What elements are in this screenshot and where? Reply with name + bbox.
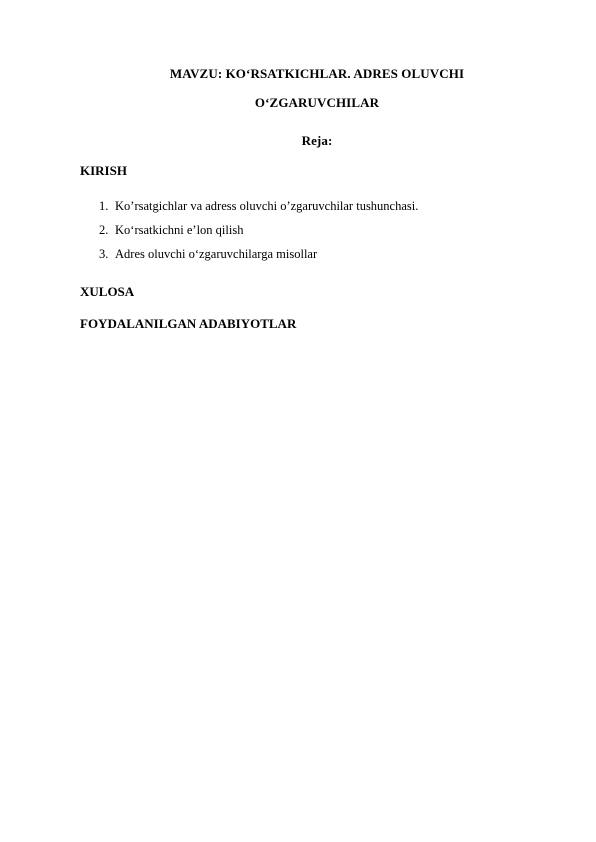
- plan-heading: Reja:: [301, 133, 333, 148]
- list-item: [99, 246, 418, 262]
- list-item-text: Adres oluvchi o‘zgaruvchilarga misollar: [115, 247, 318, 261]
- document-title-line-2: O‘ZGARUVCHILAR: [254, 95, 380, 110]
- section-conclusion: XULOSA: [80, 284, 135, 299]
- plan-list: [99, 198, 418, 270]
- document-title-line-1: MAVZU: KO‘RSATKICHLAR. ADRES OLUVCHI: [169, 66, 465, 81]
- list-item: [99, 198, 418, 214]
- list-item-text: Ko‘rsatkichni e’lon qilish: [115, 223, 244, 237]
- list-item-number: 3.: [99, 247, 109, 261]
- section-intro: KIRISH: [80, 163, 127, 178]
- section-references: FOYDALANILGAN ADABIYOTLAR: [80, 316, 297, 331]
- list-item-number: 2.: [99, 223, 109, 237]
- list-item: [99, 222, 418, 238]
- list-item-text: Ko’rsatgichlar va adress oluvchi o’zgaruvchilar tushunchasi.: [115, 199, 419, 213]
- list-item-number: 1.: [99, 199, 109, 213]
